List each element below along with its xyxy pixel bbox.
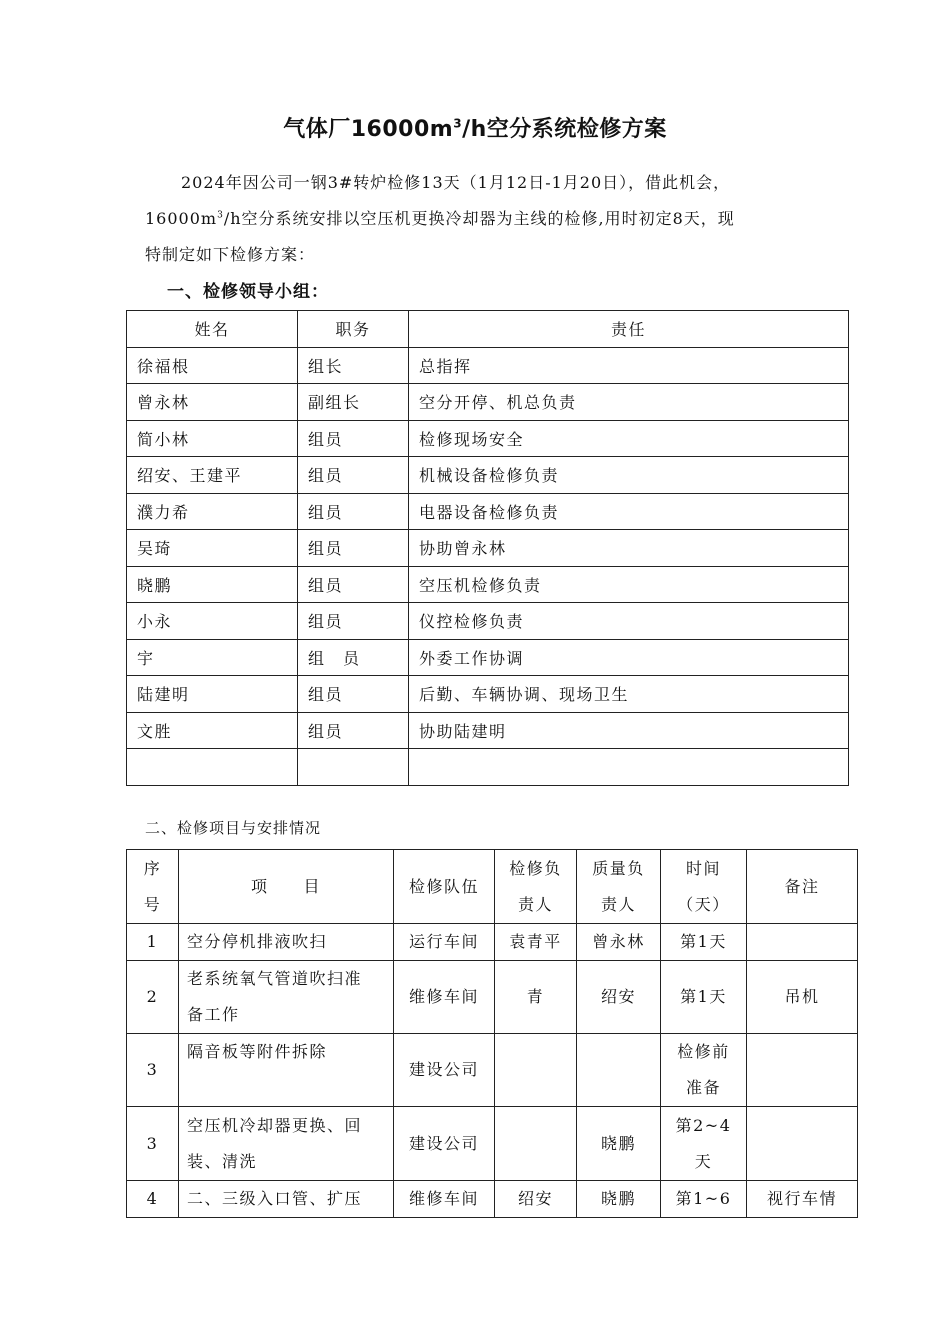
cell-team: 维修车间 bbox=[394, 1181, 495, 1218]
cell-duty: 协助曾永林 bbox=[409, 530, 849, 567]
cell-name: 宇 bbox=[127, 639, 298, 676]
header-duty: 责任 bbox=[409, 311, 849, 348]
cell-duty: 协助陆建明 bbox=[409, 712, 849, 749]
cell-name: 绍安、王建平 bbox=[127, 457, 298, 494]
cell-role: 组员 bbox=[298, 493, 409, 530]
header-seq: 序 号 bbox=[127, 850, 179, 924]
cell-name: 简小林 bbox=[127, 420, 298, 457]
intro-line-2: $16000m^3/h$空分系统安排以空压机更换冷却器为主线的检修,用时初定8天，现 bbox=[145, 209, 735, 228]
cell-time: 检修前 准备 bbox=[661, 1034, 747, 1107]
table-row bbox=[127, 676, 849, 713]
table-row bbox=[127, 347, 849, 384]
section-heading-projects: 二、检修项目与安排情况 bbox=[145, 819, 322, 837]
cell-role: 组员 bbox=[298, 676, 409, 713]
table-row bbox=[127, 712, 849, 749]
cell-time: 第1天 bbox=[661, 961, 747, 1034]
table-row bbox=[127, 961, 858, 1034]
header-quality-owner: 质量负 责人 bbox=[577, 850, 661, 924]
table-row bbox=[127, 1107, 858, 1181]
cell-seq: 2 bbox=[127, 961, 179, 1034]
cell-name bbox=[127, 749, 298, 786]
section-heading-leaders: 一、检修领导小组： bbox=[167, 282, 329, 302]
cell-role: 组长 bbox=[298, 347, 409, 384]
leaders-table bbox=[126, 310, 849, 786]
cell-duty: 总指挥 bbox=[409, 347, 849, 384]
cell-quality-owner bbox=[577, 1034, 661, 1107]
table-row bbox=[127, 1034, 858, 1107]
cell-note bbox=[747, 924, 858, 961]
cell-repair-owner: 青 bbox=[495, 961, 577, 1034]
cell-time: 第1天 bbox=[661, 924, 747, 961]
cell-duty: 空分开停、机总负责 bbox=[409, 384, 849, 421]
cell-duty: 仪控检修负责 bbox=[409, 603, 849, 640]
cell-seq: 3 bbox=[127, 1107, 179, 1181]
cell-team: 运行车间 bbox=[394, 924, 495, 961]
cell-quality-owner: 晓鹏 bbox=[577, 1181, 661, 1218]
table-row bbox=[127, 603, 849, 640]
table-row bbox=[127, 493, 849, 530]
cell-note bbox=[747, 1034, 858, 1107]
table-row bbox=[127, 639, 849, 676]
table-row bbox=[127, 924, 858, 961]
cell-team: 维修车间 bbox=[394, 961, 495, 1034]
cell-seq: 1 bbox=[127, 924, 179, 961]
cell-item: 隔音板等附件拆除 bbox=[179, 1034, 394, 1107]
cell-name: 小永 bbox=[127, 603, 298, 640]
cell-duty: 机械设备检修负责 bbox=[409, 457, 849, 494]
cell-repair-owner: 袁青平 bbox=[495, 924, 577, 961]
cell-seq: 3 bbox=[127, 1034, 179, 1107]
cell-time: 第2~4 天 bbox=[661, 1107, 747, 1181]
cell-item: 老系统氧气管道吹扫准 备工作 bbox=[179, 961, 394, 1034]
cell-name: 吴琦 bbox=[127, 530, 298, 567]
header-item: 项 目 bbox=[179, 850, 394, 924]
cell-quality-owner: 晓鹏 bbox=[577, 1107, 661, 1181]
cell-repair-owner bbox=[495, 1107, 577, 1181]
intro-paragraph bbox=[145, 165, 835, 273]
cell-role: 副组长 bbox=[298, 384, 409, 421]
cell-note bbox=[747, 1107, 858, 1181]
cell-item: 空分停机排液吹扫 bbox=[179, 924, 394, 961]
cell-name: 曾永林 bbox=[127, 384, 298, 421]
header-team: 检修队伍 bbox=[394, 850, 495, 924]
table-row bbox=[127, 457, 849, 494]
projects-table bbox=[126, 849, 858, 1218]
cell-repair-owner: 绍安 bbox=[495, 1181, 577, 1218]
cell-role: 组员 bbox=[298, 603, 409, 640]
table-row bbox=[127, 384, 849, 421]
header-role: 职务 bbox=[298, 311, 409, 348]
cell-note: 视行车情 bbox=[747, 1181, 858, 1218]
cell-role: 组员 bbox=[298, 530, 409, 567]
table-row bbox=[127, 420, 849, 457]
cell-note: 吊机 bbox=[747, 961, 858, 1034]
cell-duty: 外委工作协调 bbox=[409, 639, 849, 676]
header-note: 备注 bbox=[747, 850, 858, 924]
table-header-row bbox=[127, 850, 858, 924]
cell-duty bbox=[409, 749, 849, 786]
cell-item: 二、三级入口管、扩压 bbox=[179, 1181, 394, 1218]
cell-name: 晓鹏 bbox=[127, 566, 298, 603]
table-row-empty bbox=[127, 749, 849, 786]
cell-name: 文胜 bbox=[127, 712, 298, 749]
table-row bbox=[127, 566, 849, 603]
cell-seq: 4 bbox=[127, 1181, 179, 1218]
cell-name: 陆建明 bbox=[127, 676, 298, 713]
cell-duty: 后勤、车辆协调、现场卫生 bbox=[409, 676, 849, 713]
intro-line-3: 特制定如下检修方案： bbox=[145, 245, 316, 264]
table-row bbox=[127, 1181, 858, 1218]
cell-duty: 电器设备检修负责 bbox=[409, 493, 849, 530]
cell-role: 组员 bbox=[298, 566, 409, 603]
cell-team: 建设公司 bbox=[394, 1107, 495, 1181]
header-time: 时间 （天） bbox=[661, 850, 747, 924]
cell-quality-owner: 绍安 bbox=[577, 961, 661, 1034]
cell-name: 濮力希 bbox=[127, 493, 298, 530]
table-row bbox=[127, 530, 849, 567]
table-header-row bbox=[127, 311, 849, 348]
cell-role: 组 员 bbox=[298, 639, 409, 676]
cell-role bbox=[298, 749, 409, 786]
cell-duty: 空压机检修负责 bbox=[409, 566, 849, 603]
cell-role: 组员 bbox=[298, 420, 409, 457]
intro-line-1: 2024年因公司一钢3#转炉检修13天（1月12日-1月20日），借此机会， bbox=[181, 173, 731, 192]
cell-role: 组员 bbox=[298, 712, 409, 749]
cell-repair-owner bbox=[495, 1034, 577, 1107]
cell-time: 第1~6 bbox=[661, 1181, 747, 1218]
cell-team: 建设公司 bbox=[394, 1034, 495, 1107]
page-title: 气体厂$16000m^3/h$空分系统检修方案 bbox=[283, 116, 667, 142]
header-repair-owner: 检修负 责人 bbox=[495, 850, 577, 924]
cell-name: 徐福根 bbox=[127, 347, 298, 384]
header-name: 姓名 bbox=[127, 311, 298, 348]
cell-item: 空压机冷却器更换、回 装、清洗 bbox=[179, 1107, 394, 1181]
cell-quality-owner: 曾永林 bbox=[577, 924, 661, 961]
cell-duty: 检修现场安全 bbox=[409, 420, 849, 457]
cell-role: 组员 bbox=[298, 457, 409, 494]
